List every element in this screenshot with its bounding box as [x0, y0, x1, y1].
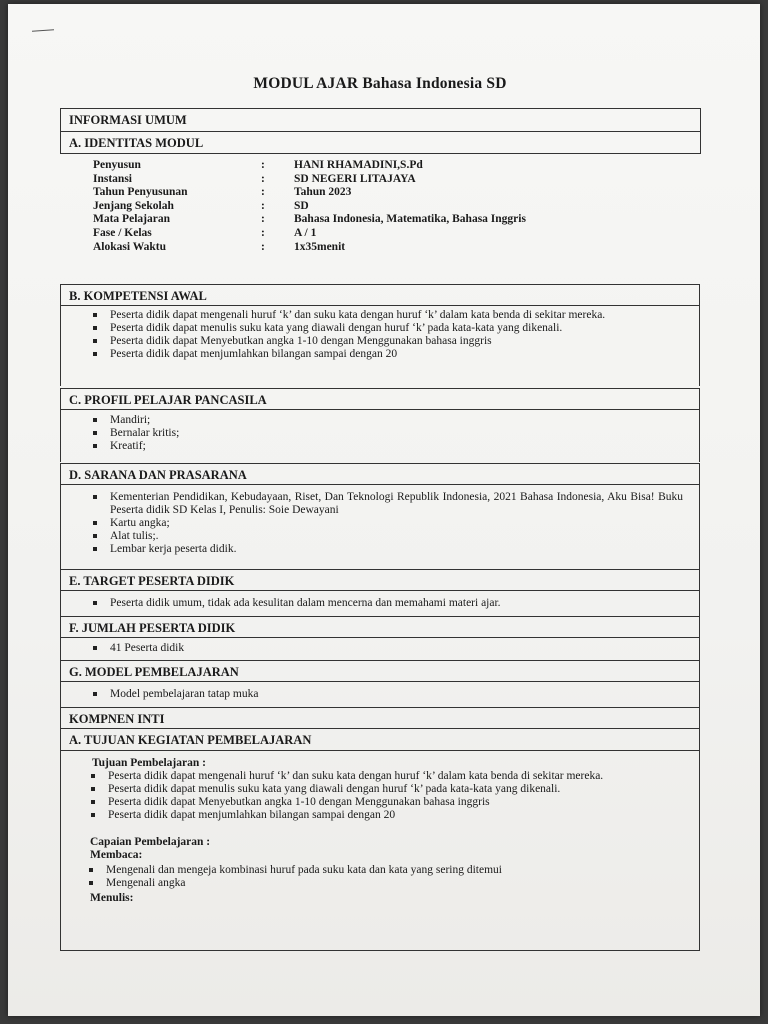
field-key: Tahun Penyusunan: [93, 186, 188, 199]
list-item: Kreatif;: [93, 440, 683, 453]
list-item: Peserta didik dapat Menyebutkan angka 1-10 dengan Menggunakan bahasa inggris: [93, 335, 683, 348]
list-item: Mengenali angka: [89, 877, 683, 890]
jumlah-heading: F. JUMLAH PESERTA DIDIK: [60, 616, 700, 638]
list-item: 41 Peserta didik: [93, 642, 683, 655]
field-row: [93, 173, 693, 187]
profil-pancasila-heading: C. PROFIL PELAJAR PANCASILA: [60, 388, 700, 410]
identitas-fields: [93, 159, 693, 254]
field-value: Bahasa Indonesia, Matematika, Bahasa Inggris: [294, 213, 526, 226]
list-item: Peserta didik dapat menulis suku kata yang diawali dengan huruf ‘k’ pada kata-kata yang dikenali.: [93, 322, 683, 335]
informasi-umum-header: [60, 108, 701, 154]
list-item: Lembar kerja peserta didik.: [93, 543, 683, 556]
informasi-umum-label: INFORMASI UMUM: [69, 113, 187, 127]
list-item: Kementerian Pendidikan, Kebudayaan, Riset, Dan Teknologi Republik Indonesia, 2021 Bahasa Indonesia, Aku Bisa! Buku Peserta didik SD Kelas I, Penulis: Soie Dewayani: [93, 491, 683, 517]
field-sep: :: [261, 240, 265, 253]
field-row: [93, 200, 693, 214]
jumlah-body: [60, 638, 700, 660]
sarana-body: [60, 485, 700, 569]
target-heading: E. TARGET PESERTA DIDIK: [60, 569, 700, 591]
field-value: Tahun 2023: [294, 186, 352, 199]
tujuan-sub-heading: Tujuan Pembelajaran :: [92, 757, 206, 769]
list-item: Mengenali dan mengeja kombinasi huruf pada suku kata dan kata yang sering ditemui: [89, 864, 683, 877]
field-row: [93, 159, 693, 173]
list-item: Peserta didik dapat Menyebutkan angka 1-10 dengan Menggunakan bahasa inggris: [91, 796, 683, 809]
field-value: HANI RHAMADINI,S.Pd: [294, 159, 423, 171]
membaca-heading: Membaca:: [90, 849, 143, 861]
field-row: [93, 241, 693, 255]
list-item: Peserta didik dapat mengenali huruf ‘k’ dan suku kata dengan huruf ‘k’ dalam kata benda di sekitar mereka.: [93, 309, 683, 322]
profil-pancasila-body: [60, 410, 700, 462]
tujuan-heading: A. TUJUAN KEGIATAN PEMBELAJARAN: [60, 729, 700, 751]
list-item: Kartu angka;: [93, 517, 683, 530]
field-sep: :: [261, 159, 265, 171]
field-sep: :: [261, 172, 265, 185]
list-item: Model pembelajaran tatap muka: [93, 688, 683, 701]
field-sep: :: [261, 186, 265, 199]
field-key: Mata Pelajaran: [93, 213, 170, 226]
field-row: [93, 227, 693, 241]
list-item: Mandiri;: [93, 414, 683, 427]
field-key: Instansi: [93, 172, 132, 185]
identitas-modul-heading: A. IDENTITAS MODUL: [61, 131, 700, 153]
list-item: Peserta didik dapat menjumlahkan bilangan sampai dengan 20: [91, 809, 683, 822]
field-value: SD: [294, 199, 309, 212]
list-item: Peserta didik dapat menjumlahkan bilangan sampai dengan 20: [93, 348, 683, 361]
field-row: [93, 213, 693, 227]
model-heading: G. MODEL PEMBELAJARAN: [60, 660, 700, 682]
field-value: A / 1: [294, 226, 317, 239]
list-item: Alat tulis;.: [93, 530, 683, 543]
field-key: Penyusun: [93, 159, 141, 171]
field-row: [93, 186, 693, 200]
document-title: MODUL AJAR Bahasa Indonesia SD: [253, 75, 507, 92]
list-item: Peserta didik dapat menulis suku kata yang diawali dengan huruf ‘k’ pada kata-kata yang dikenali.: [91, 783, 683, 796]
field-key: Alokasi Waktu: [93, 240, 166, 253]
field-key: Fase / Kelas: [93, 226, 152, 239]
field-value: 1x35menit: [294, 240, 346, 253]
field-key: Jenjang Sekolah: [93, 199, 174, 212]
komponen-inti-heading: KOMPNEN INTI: [60, 707, 700, 729]
sarana-heading: D. SARANA DAN PRASARANA: [60, 463, 700, 485]
model-body: [60, 682, 700, 707]
list-item: Peserta didik umum, tidak ada kesulitan dalam mencerna dan memahami materi ajar.: [93, 597, 683, 610]
kompetensi-awal-heading: B. KOMPETENSI AWAL: [60, 284, 700, 306]
field-value: SD NEGERI LITAJAYA: [294, 172, 416, 185]
field-sep: :: [261, 226, 265, 239]
list-item: Peserta didik dapat mengenali huruf ‘k’ dan suku kata dengan huruf ‘k’ dalam kata benda di sekitar mereka.: [91, 770, 683, 783]
field-sep: :: [261, 199, 265, 212]
tujuan-body: [60, 751, 700, 951]
target-body: [60, 591, 700, 616]
list-item: Bernalar kritis;: [93, 427, 683, 440]
pen-mark: [32, 29, 54, 32]
menulis-heading: Menulis:: [90, 892, 134, 904]
kompetensi-awal-body: [60, 306, 700, 386]
field-sep: :: [261, 213, 265, 226]
capaian-heading: Capaian Pembelajaran :: [90, 836, 211, 848]
